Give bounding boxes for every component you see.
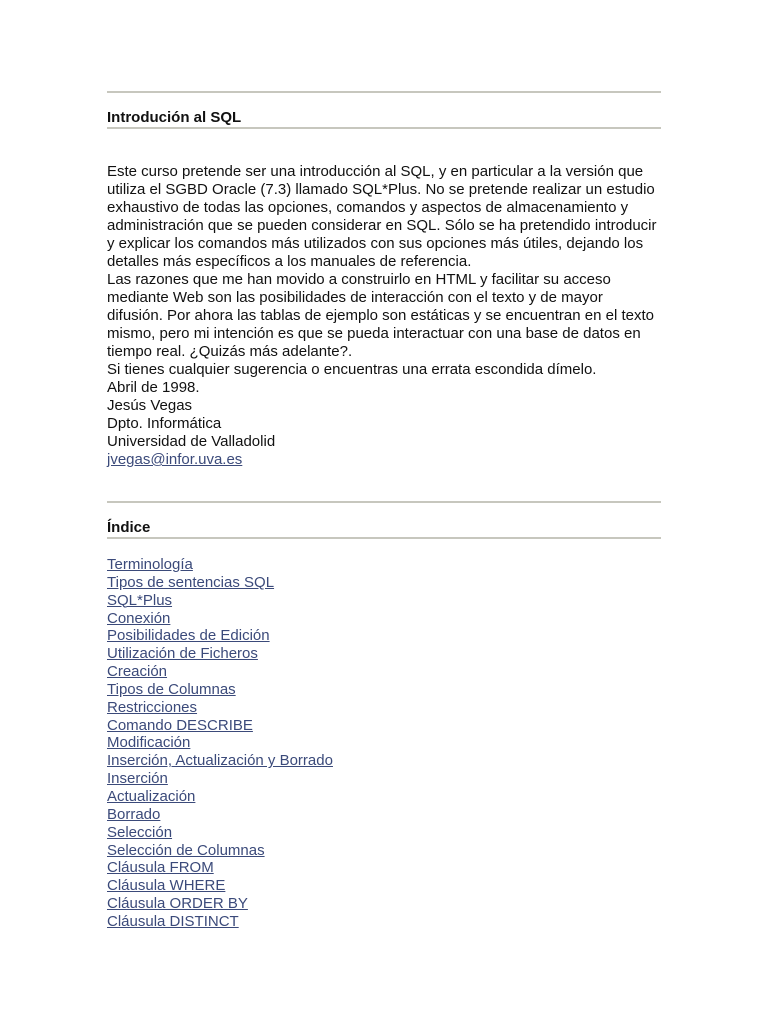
intro-line: administración que se pueden considerar en SQL. Sólo se ha pretendido introducir xyxy=(107,217,657,234)
toc-link-sqlplus[interactable]: SQL*Plus xyxy=(107,591,173,609)
toc-link-insercion-actualizacion-borrado[interactable]: Inserción, Actualización y Borrado xyxy=(107,752,333,770)
intro-line: exhaustivo de todas las opciones, comandos y aspectos de almacenamiento y xyxy=(107,199,629,216)
intro-heading: Introdución al SQL xyxy=(107,109,242,126)
toc-link-seleccion-columnas[interactable]: Selección de Columnas xyxy=(107,841,265,859)
author-university: Universidad de Valladolid xyxy=(107,433,276,450)
intro-line: mismo, pero mi intención es que se pueda interactuar con una base de datos en xyxy=(107,325,641,342)
top-divider xyxy=(107,91,661,93)
toc-link-describe[interactable]: Comando DESCRIBE xyxy=(107,716,253,734)
intro-line: y explicar los comandos más utilizados con sus opciones más útiles, dejando los xyxy=(107,235,644,252)
index-heading-underline xyxy=(107,537,661,539)
intro-line: Las razones que me han movido a construirlo en HTML y facilitar su acceso xyxy=(107,271,611,288)
intro-line: utiliza el SGBD Oracle (7.3) llamado SQL*Plus. No se pretende realizar un estudio xyxy=(107,181,655,198)
toc-link-restricciones[interactable]: Restricciones xyxy=(107,698,198,716)
intro-paragraph xyxy=(107,163,661,469)
intro-heading-underline xyxy=(107,127,661,129)
toc-link-clausula-from[interactable]: Cláusula FROM xyxy=(107,859,214,877)
toc-link-insercion[interactable]: Inserción xyxy=(107,770,168,788)
toc-link-tipos-columnas[interactable]: Tipos de Columnas xyxy=(107,680,236,698)
table-of-contents xyxy=(107,556,661,931)
intro-line: mediante Web son las posibilidades de interacción con el texto y de mayor xyxy=(107,289,603,306)
toc-link-edicion[interactable]: Posibilidades de Edición xyxy=(107,627,270,645)
intro-line: Este curso pretende ser una introducción al SQL, y en particular a la versión que xyxy=(107,163,644,180)
intro-line: difusión. Por ahora las tablas de ejemplo son estáticas y se encuentran en el texto xyxy=(107,307,654,324)
toc-link-creacion[interactable]: Creación xyxy=(107,663,168,681)
toc-link-actualizacion[interactable]: Actualización xyxy=(107,787,196,805)
toc-link-clausula-where[interactable]: Cláusula WHERE xyxy=(107,877,226,895)
toc-link-modificacion[interactable]: Modificación xyxy=(107,734,191,752)
intro-line: Si tienes cualquier sugerencia o encuentras una errata escondida dímelo. xyxy=(107,361,597,378)
toc-link-conexion[interactable]: Conexión xyxy=(107,609,171,627)
toc-link-ficheros[interactable]: Utilización de Ficheros xyxy=(107,645,258,663)
toc-link-tipos-sentencias[interactable]: Tipos de sentencias SQL xyxy=(107,573,275,591)
toc-link-clausula-order-by[interactable]: Cláusula ORDER BY xyxy=(107,895,248,913)
intro-line: detalles más específicos a los manuales de referencia. xyxy=(107,253,472,270)
intro-line: tiempo real. ¿Quizás más adelante?. xyxy=(107,343,353,360)
toc-link-terminologia[interactable]: Terminología xyxy=(107,556,193,573)
author-name: Jesús Vegas xyxy=(107,397,193,414)
toc-link-clausula-distinct[interactable]: Cláusula DISTINCT xyxy=(107,912,239,930)
index-heading: Índice xyxy=(107,519,151,536)
date-line: Abril de 1998. xyxy=(107,379,200,396)
author-department: Dpto. Informática xyxy=(107,415,222,432)
toc-link-seleccion[interactable]: Selección xyxy=(107,823,173,841)
toc-link-borrado[interactable]: Borrado xyxy=(107,805,161,823)
author-email-link[interactable]: jvegas@infor.uva.es xyxy=(107,451,243,468)
index-divider xyxy=(107,501,661,503)
